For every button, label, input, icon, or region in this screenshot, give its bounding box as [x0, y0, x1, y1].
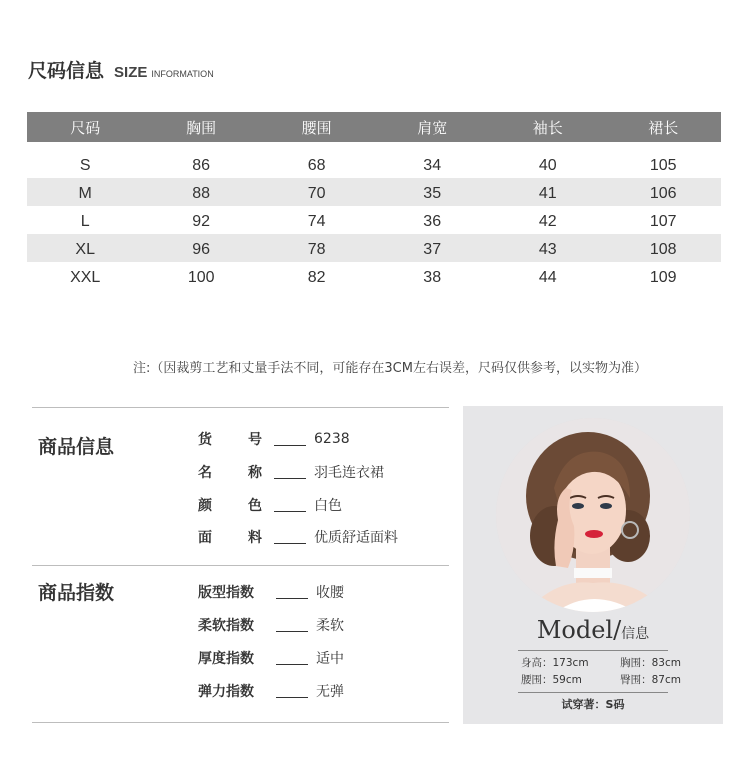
model-stats	[521, 655, 681, 689]
table-cell: 106	[605, 178, 721, 206]
table-cell: XXL	[70, 269, 101, 286]
table-cell: 74	[307, 213, 326, 230]
underline	[276, 664, 308, 665]
table-cell: 38	[423, 269, 442, 286]
index-row-softness	[198, 615, 344, 635]
model-bust: 胸围：83cm	[620, 657, 681, 669]
index-value: 柔软	[316, 618, 344, 634]
index-value: 适中	[316, 651, 344, 667]
table-cell: 43	[490, 234, 606, 262]
table-row	[27, 206, 721, 234]
product-index-title: 商品指数	[38, 582, 115, 604]
table-cell: 68	[307, 157, 326, 174]
col-header: 腰围	[259, 112, 375, 142]
info-value: 羽毛连衣裙	[314, 465, 384, 481]
table-cell: 82	[307, 269, 326, 286]
table-cell: 78	[259, 234, 375, 262]
index-row-elasticity	[198, 681, 344, 701]
size-title-en: SIZE	[114, 64, 148, 81]
table-cell: M	[27, 178, 143, 206]
product-info-title: 商品信息	[38, 436, 115, 458]
table-cell: 96	[143, 234, 259, 262]
index-key: 柔软指数	[198, 618, 254, 634]
size-title-en-small: INFORMATION	[151, 69, 214, 79]
index-key: 弹力指数	[198, 684, 254, 700]
col-header: 胸围	[143, 112, 259, 142]
table-cell: 88	[143, 178, 259, 206]
col-header: 肩宽	[374, 112, 490, 142]
underline	[274, 478, 306, 479]
model-title-en: Model/	[536, 616, 622, 644]
info-key: 名 称	[198, 465, 262, 481]
col-header: 袖长	[490, 112, 606, 142]
size-section-title	[28, 56, 214, 83]
table-cell: 70	[259, 178, 375, 206]
table-row	[27, 234, 721, 262]
model-divider	[518, 650, 668, 651]
col-header: 尺码	[27, 112, 143, 142]
model-portrait	[496, 418, 690, 612]
table-cell: 107	[649, 213, 677, 230]
underline	[274, 511, 306, 512]
size-title-cn: 尺码信息	[28, 60, 105, 82]
info-key: 面 料	[198, 530, 262, 546]
table-cell: 100	[187, 269, 215, 286]
divider	[32, 722, 449, 723]
model-waist: 腰围：59cm	[521, 674, 582, 686]
underline	[276, 598, 308, 599]
divider	[32, 407, 449, 408]
divider	[32, 565, 449, 566]
size-table-header	[27, 112, 721, 142]
size-note: 注:（因裁剪工艺和丈量手法不同，可能存在3CM左右误差，尺码仅供参考，以实物为准）	[133, 361, 647, 376]
info-key: 货 号	[198, 432, 262, 448]
model-fit-size: 试穿著：S码	[561, 698, 625, 711]
model-info-card	[463, 406, 723, 724]
table-cell: 42	[538, 213, 557, 230]
table-cell: 36	[423, 213, 442, 230]
table-cell: 41	[490, 178, 606, 206]
index-value: 无弹	[316, 684, 344, 700]
table-row	[27, 150, 721, 178]
table-cell: S	[79, 157, 91, 174]
model-title	[463, 616, 723, 644]
table-cell: 86	[192, 157, 211, 174]
table-cell: L	[80, 213, 90, 230]
info-row-item-no	[198, 429, 350, 449]
table-cell: 35	[374, 178, 490, 206]
info-value: 6238	[314, 431, 350, 447]
info-value: 优质舒适面料	[314, 530, 398, 546]
table-cell: XL	[27, 234, 143, 262]
table-cell: 92	[192, 213, 211, 230]
model-title-cn: 信息	[621, 626, 650, 642]
table-cell: 109	[649, 269, 677, 286]
table-cell: 37	[374, 234, 490, 262]
table-cell: 34	[423, 157, 442, 174]
table-cell: 44	[538, 269, 557, 286]
table-row	[27, 178, 721, 206]
model-hip: 臀围：87cm	[620, 674, 681, 686]
index-key: 版型指数	[198, 585, 254, 601]
info-row-color	[198, 495, 342, 515]
table-cell: 108	[605, 234, 721, 262]
model-portrait-illustration	[496, 418, 690, 612]
info-key: 颜 色	[198, 498, 262, 514]
col-header: 裙长	[605, 112, 721, 142]
info-value: 白色	[314, 498, 342, 514]
table-cell: 40	[538, 157, 557, 174]
underline	[274, 445, 306, 446]
size-table	[27, 112, 721, 290]
underline	[276, 631, 308, 632]
underline	[274, 543, 306, 544]
table-cell: 105	[649, 157, 677, 174]
model-height: 身高：173cm	[521, 657, 589, 669]
index-key: 厚度指数	[198, 651, 254, 667]
model-divider	[518, 692, 668, 693]
table-row	[27, 262, 721, 290]
index-row-fit	[198, 582, 344, 602]
info-row-name	[198, 462, 384, 482]
info-row-fabric	[198, 527, 398, 547]
underline	[276, 697, 308, 698]
index-value: 收腰	[316, 585, 344, 601]
index-row-thickness	[198, 648, 344, 668]
